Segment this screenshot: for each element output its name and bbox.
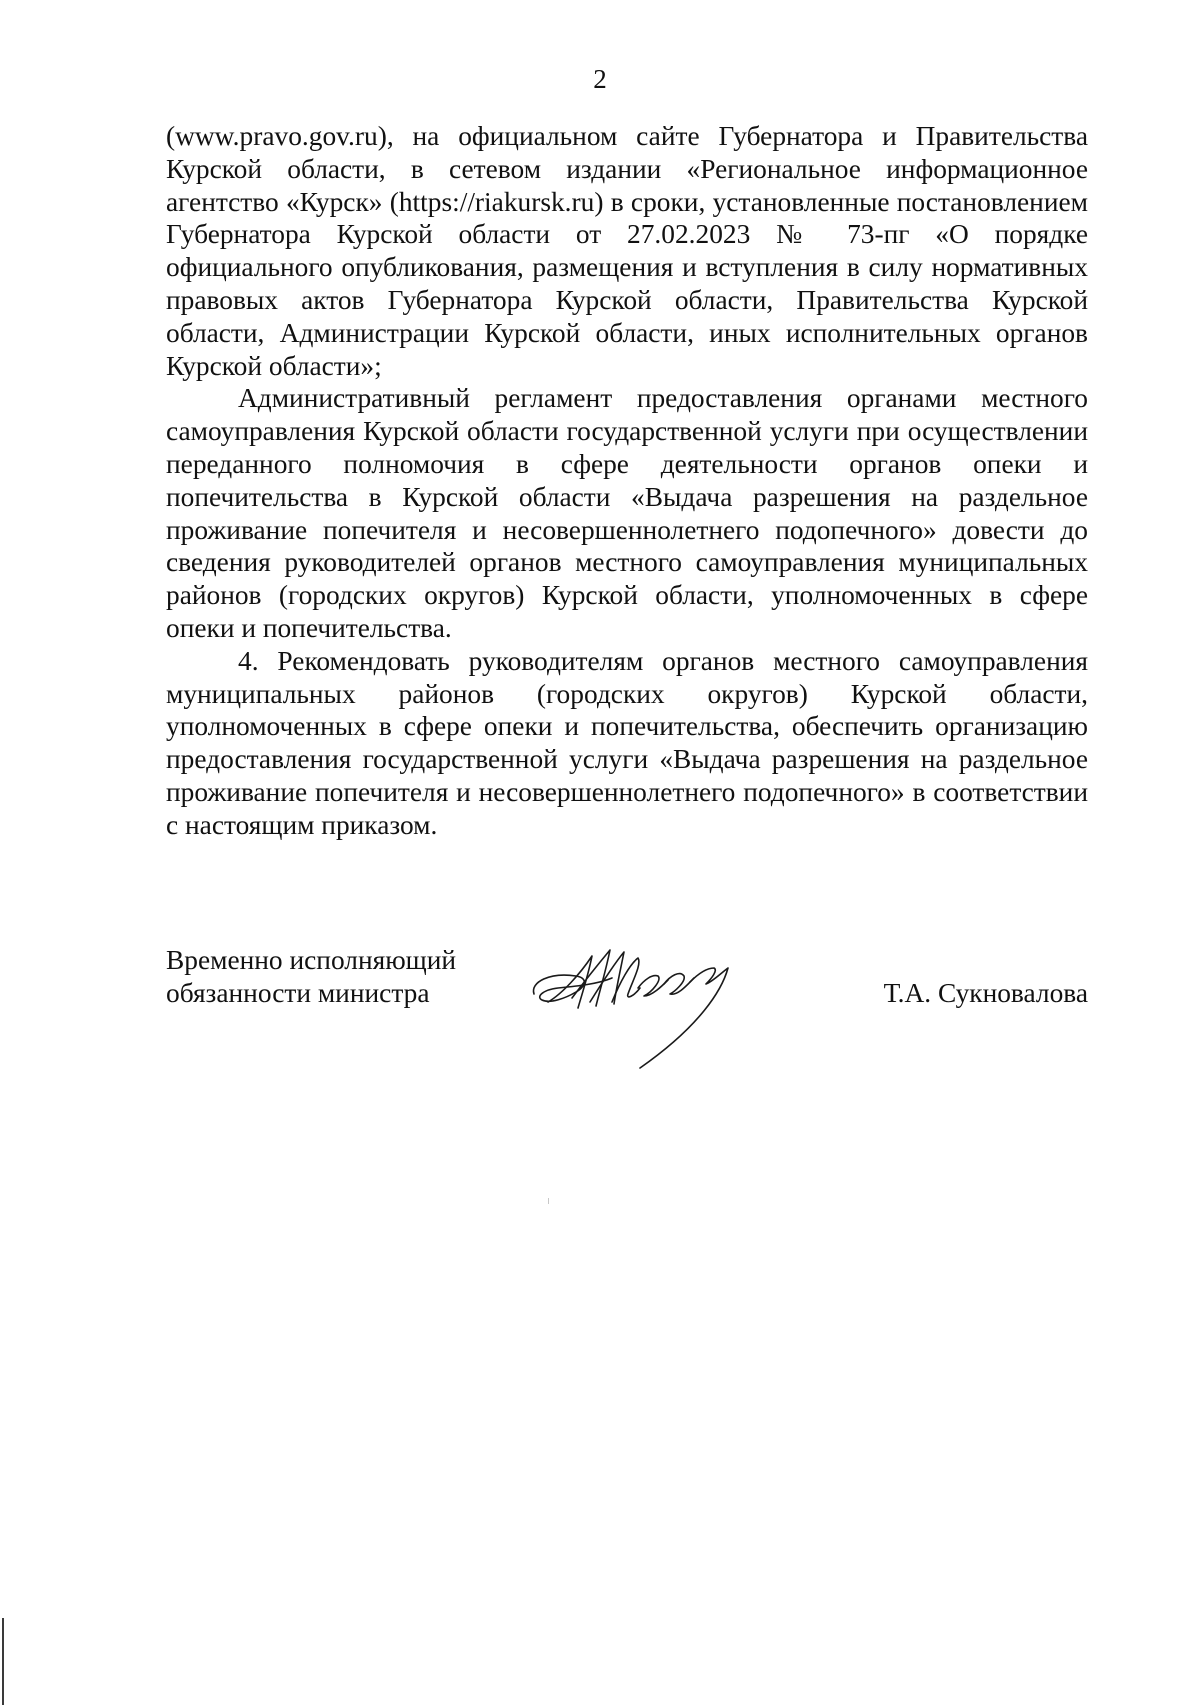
signature-block xyxy=(166,944,1088,1084)
paragraph-regulation: Административный регламент предоставления органами местного самоуправления Курской области государственной услуги при осуществлении переданного полномочия в сфере деятельности органов опеки и попечительства в Курской области «Выдача разрешения на раздельное проживание попечителя и несовершеннолетнего подопечного» довести до сведения руководителей органов местного самоуправления муниципальных районов (городских округов) Курской области, уполномоченных в сфере опеки и попечительства. xyxy=(166,383,1088,643)
signatory-title-line-1: Временно исполняющий xyxy=(166,945,457,975)
signatory-title xyxy=(166,944,456,1010)
paragraph-recommendation: 4. Рекомендовать руководителям органов местного самоуправления муниципальных районов (городских округов) Курской области, уполномоченных в сфере опеки и попечительства, обеспечить организацию предоставления государственной услуги «Выдача разрешения на раздельное проживание попечителя и несовершеннолетнего подопечного» в соответствии с настоящим приказом. xyxy=(166,645,1088,840)
scan-artifact-dot xyxy=(548,1198,549,1204)
scan-artifact-edge xyxy=(2,1618,4,1705)
signatory-title-line-2: обязанности министра xyxy=(166,977,430,1008)
signatory-name: Т.А. Сукновалова xyxy=(883,978,1088,1008)
document-body xyxy=(166,120,1088,842)
page-number: 2 xyxy=(593,64,607,94)
paragraph-publication: (www.pravo.gov.ru), на официальном сайте Губернатора и Правительства Курской области, в сетевом издании «Региональное информационное агентство «Курск» (https://riakursk.ru) в сроки, установленные постановлением Губернатора Курской области от 27.02.2023 № 73-пг «О порядке официального опубликования, размещения и вступления в силу нормативных правовых актов Губернатора Курской области, Правительства Курской области, Администрации Курской области, иных исполнительных органов Курской области»; xyxy=(166,121,1088,381)
handwritten-signature-icon xyxy=(528,942,758,1082)
